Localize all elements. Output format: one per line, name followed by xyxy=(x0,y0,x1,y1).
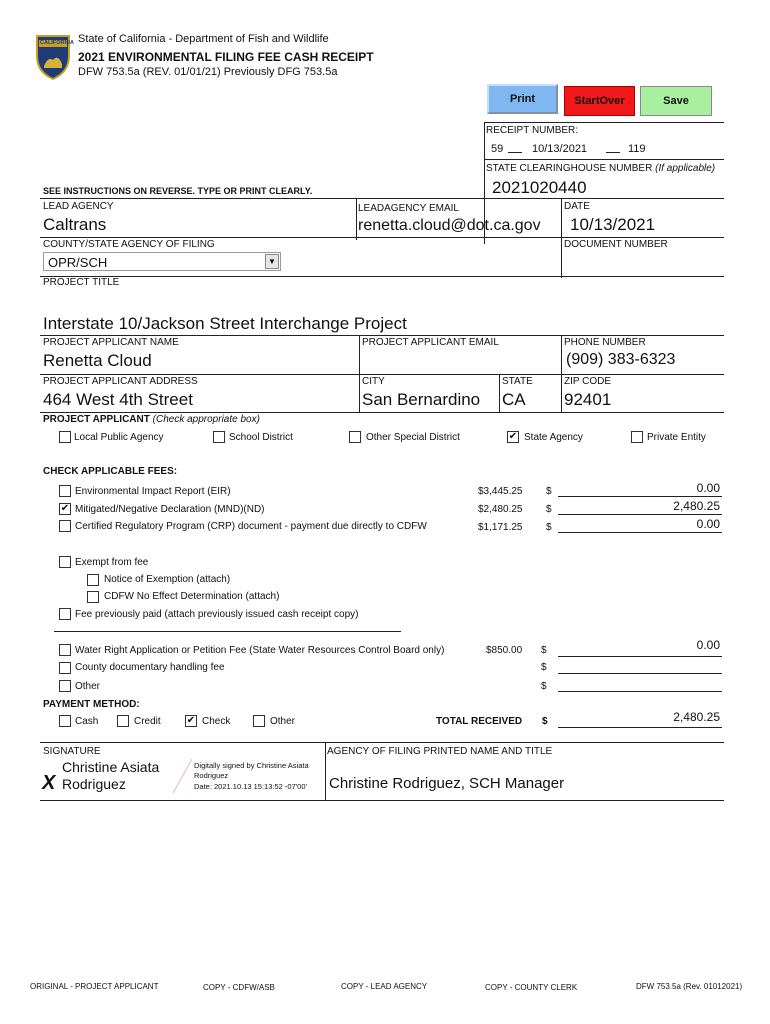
state-value[interactable]: CA xyxy=(502,390,526,409)
checkbox-previously-paid[interactable] xyxy=(59,608,71,620)
zip-label: ZIP CODE xyxy=(564,376,612,387)
project-title-value[interactable]: Interstate 10/Jackson Street Interchange Project xyxy=(43,314,407,333)
mnd-fee: $2,480.25 xyxy=(478,504,523,515)
agency-logo xyxy=(36,34,74,80)
receipt-date: 10/13/2021 xyxy=(532,143,588,155)
clearinghouse-label xyxy=(486,163,715,174)
checkbox-county-handling[interactable] xyxy=(59,662,71,674)
logo-text: CALIFORNIA xyxy=(40,40,74,46)
fees-heading: CHECK APPLICABLE FEES: xyxy=(43,466,178,477)
signature-label: SIGNATURE xyxy=(43,746,101,757)
checkbox-water-right[interactable] xyxy=(59,644,71,656)
mnd-label: Mitigated/Negative Declaration (MND)(ND) xyxy=(75,504,265,515)
signature-name-line1: Christine Asiata xyxy=(62,759,160,775)
mnd-amount[interactable]: 2,480.25 xyxy=(673,499,720,513)
applicant-name-value[interactable]: Renetta Cloud xyxy=(43,351,152,370)
applicant-type-label xyxy=(43,414,260,425)
check-label: Check xyxy=(202,716,231,727)
checkbox-local-public-agency[interactable] xyxy=(59,431,71,443)
applicant-name-label: PROJECT APPLICANT NAME xyxy=(43,337,179,348)
eir-fee: $3,445.25 xyxy=(478,486,523,497)
printed-name-value[interactable]: Christine Rodriguez, SCH Manager xyxy=(329,775,565,792)
digital-signature-line1: Digitally signed by Christine Asiata xyxy=(194,761,309,770)
applicant-type-heading: PROJECT APPLICANT xyxy=(43,414,150,425)
county-handling-currency: $ xyxy=(541,662,547,673)
county-handling-amount-line[interactable] xyxy=(558,673,722,674)
school-district-label: School District xyxy=(229,432,293,443)
lead-agency-email-label: LEADAGENCY EMAIL xyxy=(358,203,459,214)
mnd-currency: $ xyxy=(546,504,552,515)
water-right-currency: $ xyxy=(541,645,547,656)
other-fee-label: Other xyxy=(75,681,101,692)
other-fee-currency: $ xyxy=(541,681,547,692)
private-entity-label: Private Entity xyxy=(647,432,706,443)
clearinghouse-label-text: STATE CLEARINGHOUSE NUMBER xyxy=(486,163,653,174)
checkbox-credit[interactable] xyxy=(117,715,129,727)
crp-fee: $1,171.25 xyxy=(478,522,523,533)
total-currency: $ xyxy=(542,716,548,727)
lead-agency-label: LEAD AGENCY xyxy=(43,201,114,212)
checkbox-private-entity[interactable] xyxy=(631,431,643,443)
water-right-fee: $850.00 xyxy=(486,645,523,656)
checkbox-eir[interactable] xyxy=(59,485,71,497)
phone-label: PHONE NUMBER xyxy=(564,337,646,348)
checkbox-exempt[interactable] xyxy=(59,556,71,568)
digital-signature-line3: Date: 2021.10.13 15:13:52 -07'00' xyxy=(194,782,307,791)
checkbox-other-special-district[interactable] xyxy=(349,431,361,443)
phone-value[interactable]: (909) 383-6323 xyxy=(566,351,676,368)
no-effect-label: CDFW No Effect Determination (attach) xyxy=(104,591,280,602)
checkbox-notice-of-exemption[interactable] xyxy=(87,574,99,586)
county-select[interactable] xyxy=(43,252,281,271)
notice-of-exemption-label: Notice of Exemption (attach) xyxy=(104,574,231,585)
signature-mark: X xyxy=(42,772,56,794)
city-value[interactable]: San Bernardino xyxy=(362,390,481,409)
footer-form-number: DFW 753.5a (Rev. 01012021) xyxy=(636,982,743,991)
city-label: CITY xyxy=(362,376,385,387)
lead-agency-value[interactable]: Caltrans xyxy=(43,215,107,234)
document-number-label: DOCUMENT NUMBER xyxy=(564,239,668,250)
start-over-button[interactable]: StartOver xyxy=(564,86,635,116)
clearinghouse-note: (If applicable) xyxy=(655,163,716,174)
crp-amount[interactable]: 0.00 xyxy=(696,517,720,531)
county-label: COUNTY/STATE AGENCY OF FILING xyxy=(43,239,215,250)
form-revision: DFW 753.5a (REV. 01/01/21) Previously DFG 753.5a xyxy=(78,66,338,78)
receipt-prefix: 59 xyxy=(491,143,504,155)
checkbox-check[interactable]: ✔ xyxy=(186,715,196,726)
checkbox-cash[interactable] xyxy=(59,715,71,727)
footer-copy-lead-agency: COPY - LEAD AGENCY xyxy=(341,982,428,991)
checkbox-other-payment[interactable] xyxy=(253,715,265,727)
county-handling-label: County documentary handling fee xyxy=(75,662,225,673)
credit-label: Credit xyxy=(134,716,161,727)
agency-name: State of California - Department of Fish and Wildlife xyxy=(78,33,329,45)
applicant-type-note: (Check appropriate box) xyxy=(152,414,260,425)
checkbox-state-agency[interactable]: ✔ xyxy=(508,431,518,442)
date-label: DATE xyxy=(564,201,590,212)
total-amount[interactable]: 2,480.25 xyxy=(673,710,720,724)
project-title-label: PROJECT TITLE xyxy=(43,277,120,288)
address-value[interactable]: 464 West 4th Street xyxy=(43,390,193,409)
digital-signature-line2: Rodriguez xyxy=(194,771,229,780)
zip-value[interactable]: 92401 xyxy=(564,390,612,409)
crp-label: Certified Regulatory Program (CRP) document - payment due directly to CDFW xyxy=(75,521,427,532)
signature-field[interactable] xyxy=(42,757,322,799)
form-title: 2021 ENVIRONMENTAL FILING FEE CASH RECEIPT xyxy=(78,50,374,64)
address-label: PROJECT APPLICANT ADDRESS xyxy=(43,376,198,387)
receipt-number-label: RECEIPT NUMBER: xyxy=(486,125,579,136)
other-payment-label: Other xyxy=(270,716,296,727)
instructions: SEE INSTRUCTIONS ON REVERSE. TYPE OR PRINT CLEARLY. xyxy=(43,186,313,196)
signature-stamp-icon xyxy=(170,757,196,795)
eir-currency: $ xyxy=(546,486,552,497)
lead-agency-email-value[interactable]: renetta.cloud@dot.ca.gov xyxy=(358,217,541,234)
county-select-value: OPR/SCH xyxy=(48,255,108,270)
total-received-label: TOTAL RECEIVED xyxy=(436,716,523,727)
other-special-district-label: Other Special District xyxy=(366,432,460,443)
printed-name-label: AGENCY OF FILING PRINTED NAME AND TITLE xyxy=(327,746,553,757)
signature-name-line2: Rodriguez xyxy=(62,776,126,792)
checkbox-mnd[interactable]: ✔ xyxy=(60,503,70,514)
eir-amount[interactable]: 0.00 xyxy=(696,481,720,495)
checkbox-school-district[interactable] xyxy=(213,431,225,443)
chevron-down-icon[interactable]: ▼ xyxy=(265,254,279,269)
applicant-email-label: PROJECT APPLICANT EMAIL xyxy=(362,337,499,348)
water-right-label: Water Right Application or Petition Fee (State Water Resources Control Board only) xyxy=(75,645,445,656)
checkbox-crp[interactable] xyxy=(59,520,71,532)
checkbox-other-fee[interactable] xyxy=(59,680,71,692)
date-value[interactable]: 10/13/2021 xyxy=(570,215,656,234)
state-agency-label: State Agency xyxy=(524,432,583,443)
eir-label: Environmental Impact Report (EIR) xyxy=(75,486,231,497)
receipt-suffix: 119 xyxy=(628,143,646,155)
cash-label: Cash xyxy=(75,716,99,727)
previously-paid-label: Fee previously paid (attach previously issued cash receipt copy) xyxy=(75,609,359,620)
local-public-agency-label: Local Public Agency xyxy=(74,432,164,443)
footer-original: ORIGINAL - PROJECT APPLICANT xyxy=(30,982,159,991)
other-fee-amount-line[interactable] xyxy=(558,691,722,692)
footer-copy-cdfw: COPY - CDFW/ASB xyxy=(203,983,275,992)
clearinghouse-number[interactable]: 2021020440 xyxy=(492,178,587,197)
checkbox-no-effect[interactable] xyxy=(87,591,99,603)
payment-heading: PAYMENT METHOD: xyxy=(43,699,140,710)
footer-copy-county-clerk: COPY - COUNTY CLERK xyxy=(485,983,578,992)
print-button[interactable]: Print xyxy=(487,84,558,114)
state-label: STATE xyxy=(502,376,533,387)
exempt-label: Exempt from fee xyxy=(75,557,149,568)
save-button[interactable]: Save xyxy=(640,86,712,116)
crp-currency: $ xyxy=(546,522,552,533)
water-right-amount[interactable]: 0.00 xyxy=(696,638,720,652)
